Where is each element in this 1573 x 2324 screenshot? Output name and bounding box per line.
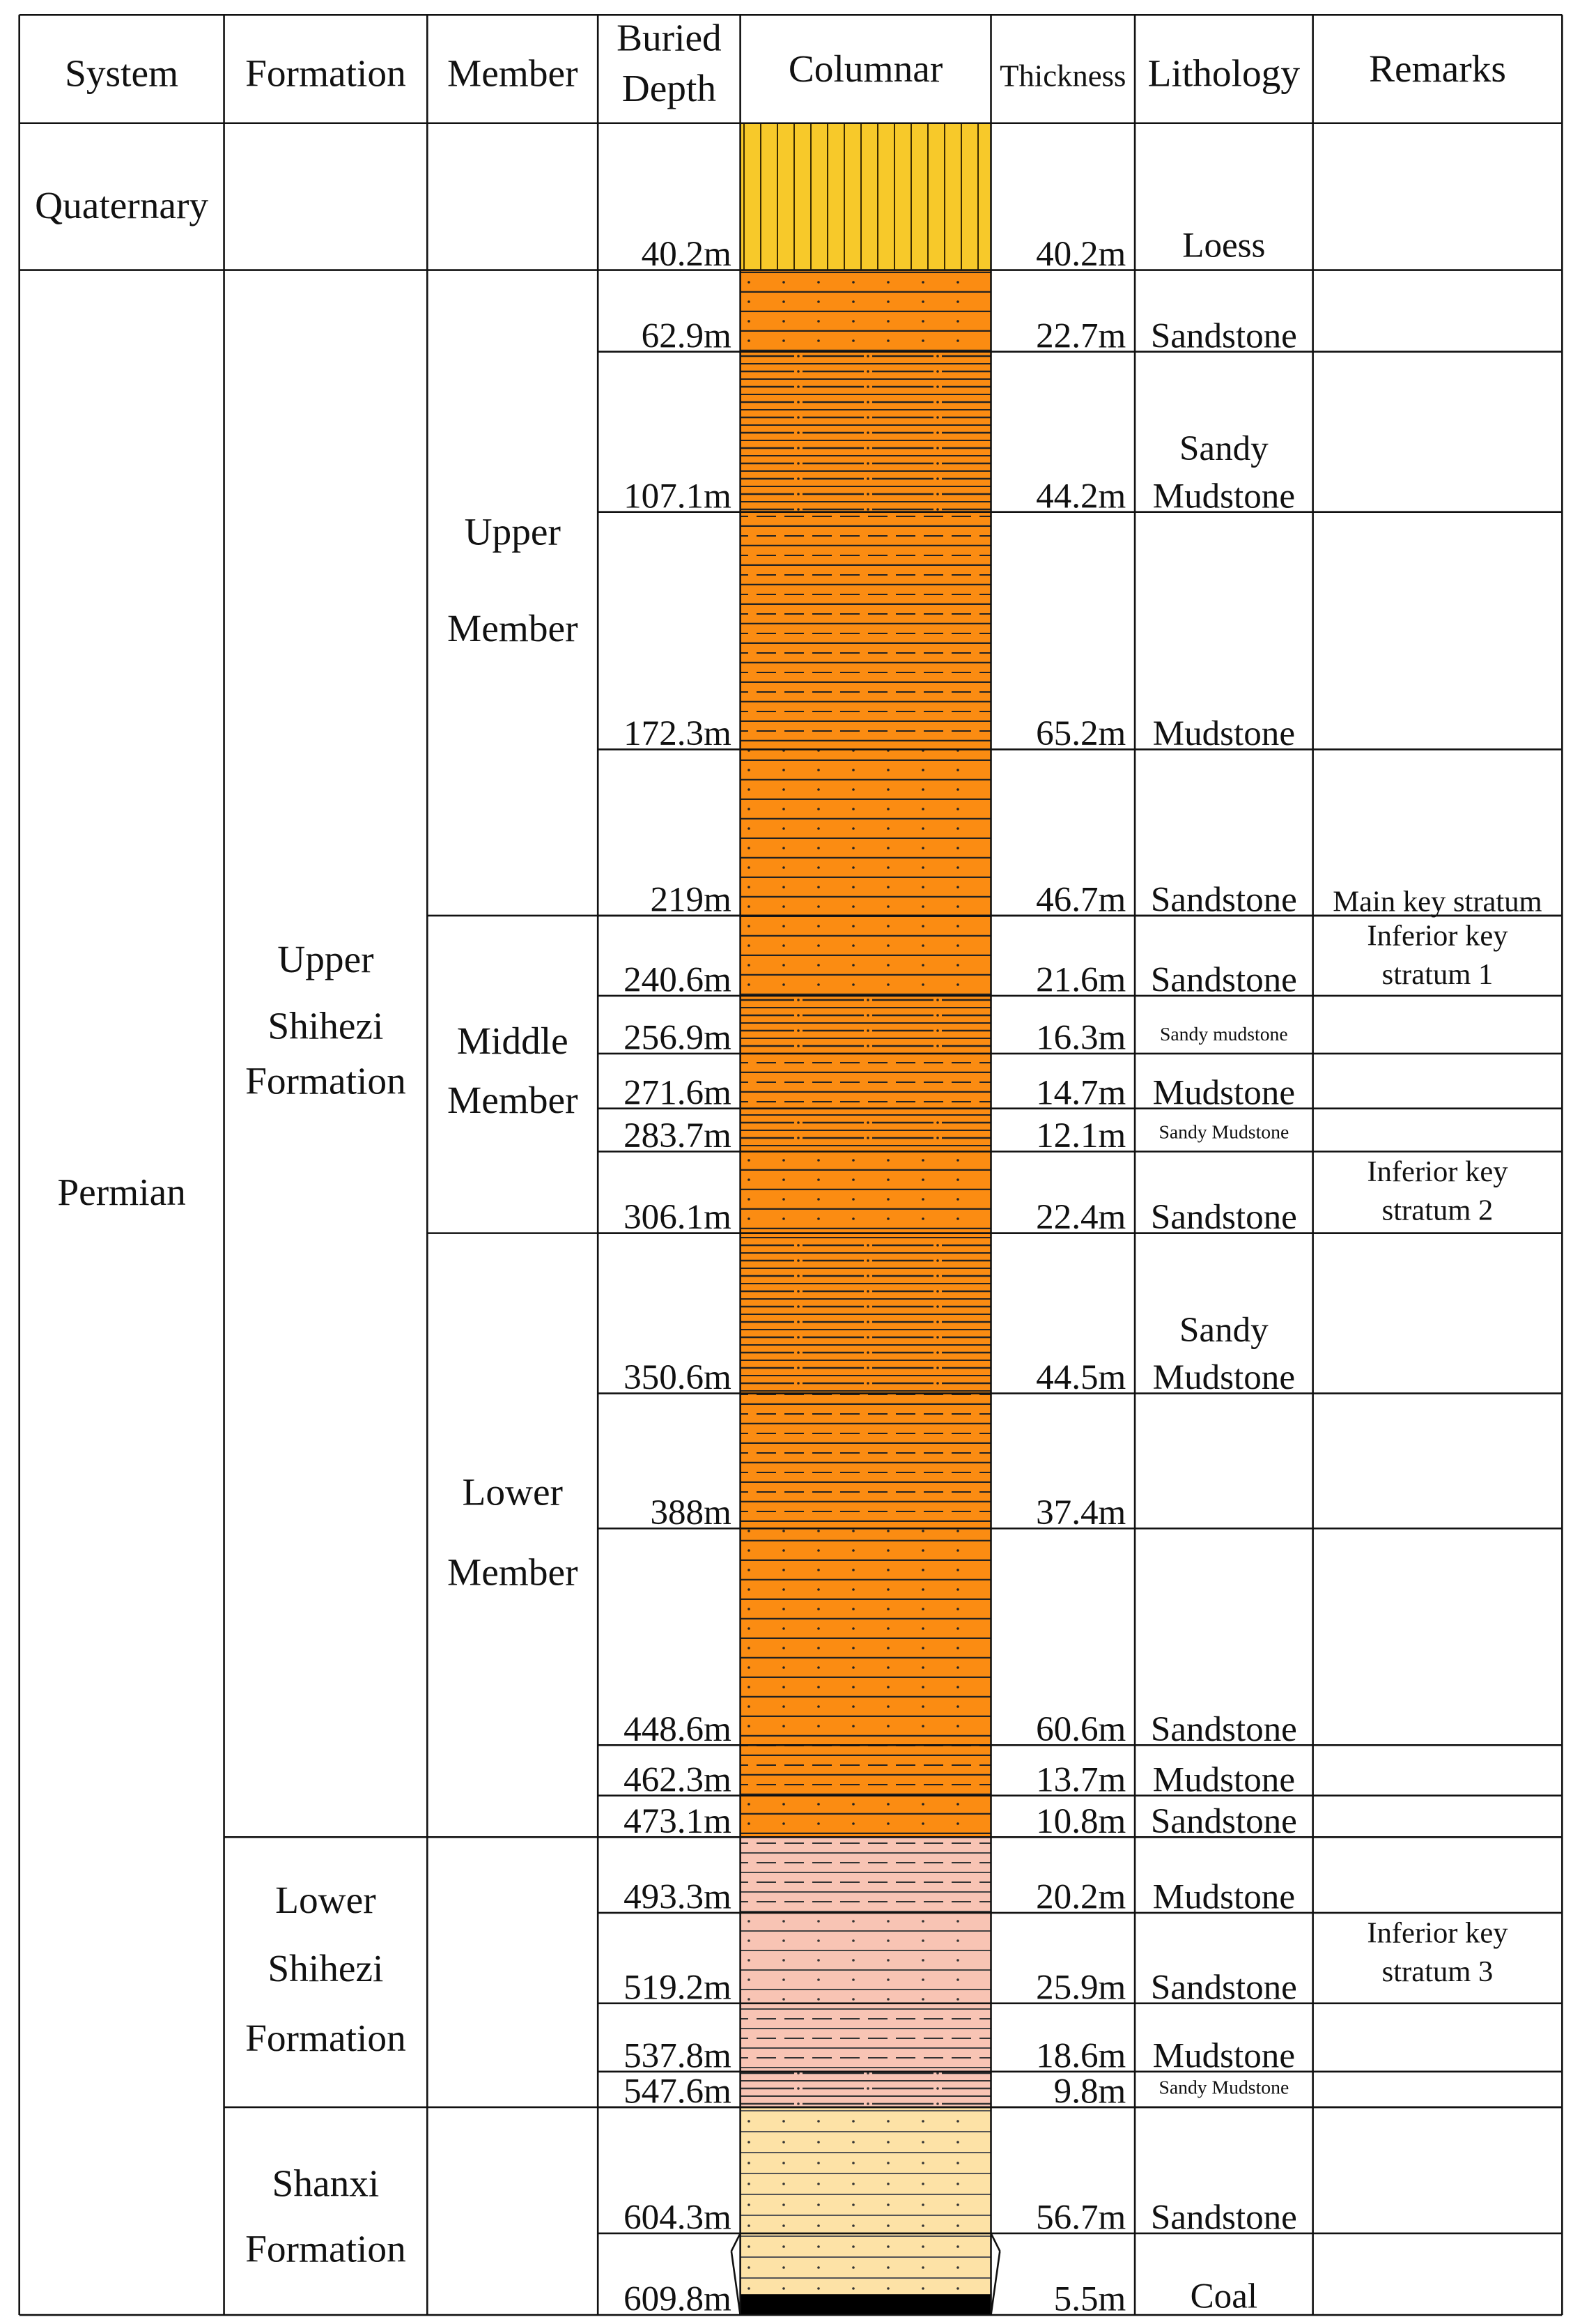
thickness-value: 56.7m bbox=[1036, 2197, 1126, 2238]
depth-value: 537.8m bbox=[623, 2036, 731, 2076]
lithology-label: Mudstone bbox=[1152, 714, 1296, 754]
lithology-label: Loess bbox=[1182, 225, 1266, 266]
thickness-value: 16.3m bbox=[1036, 1017, 1126, 1058]
depth-value: 493.3m bbox=[623, 1877, 731, 1917]
thickness-value: 46.7m bbox=[1036, 879, 1126, 920]
formation-label-2-0: Shanxi bbox=[272, 2162, 380, 2205]
formation-label-1-0: Lower bbox=[275, 1878, 376, 1921]
lithology-label: Coal bbox=[1190, 2276, 1258, 2316]
thickness-value: 10.8m bbox=[1036, 1801, 1126, 1841]
column-layer-3 bbox=[741, 352, 991, 512]
coal-taper-right bbox=[991, 2233, 1000, 2252]
thickness-value: 44.2m bbox=[1036, 476, 1126, 516]
header-buried-depth: Buried bbox=[617, 16, 722, 59]
formation-label-2-1: Formation bbox=[245, 2227, 406, 2270]
member-label-1-0: Middle bbox=[456, 1019, 568, 1062]
formation-label-0-2: Formation bbox=[245, 1059, 406, 1102]
header-system: System bbox=[65, 52, 179, 95]
thickness-value: 9.8m bbox=[1053, 2071, 1126, 2111]
thickness-value: 22.4m bbox=[1036, 1197, 1126, 1238]
depth-value: 462.3m bbox=[623, 1760, 731, 1800]
column-layer-14 bbox=[741, 1745, 991, 1795]
header-formation: Formation bbox=[245, 52, 406, 95]
depth-value: 519.2m bbox=[623, 1967, 731, 2008]
coal-taper-left-2 bbox=[731, 2251, 741, 2315]
thickness-value: 44.5m bbox=[1036, 1357, 1126, 1398]
column-layer-16 bbox=[741, 1837, 991, 1913]
depth-value: 240.6m bbox=[623, 960, 731, 1000]
lithology-label: Sandy Mudstone bbox=[1159, 1121, 1289, 1143]
depth-value: 172.3m bbox=[623, 714, 731, 754]
formation-label-0-0: Upper bbox=[277, 937, 374, 980]
lithology-label: Sandstone bbox=[1150, 1709, 1297, 1749]
lithology-label: Sandstone bbox=[1150, 1197, 1297, 1238]
depth-value: 388m bbox=[650, 1492, 731, 1532]
header-remarks: Remarks bbox=[1369, 47, 1506, 91]
column-layer-20 bbox=[741, 2107, 991, 2233]
header-member: Member bbox=[447, 52, 578, 95]
lithology-label: Sandstone bbox=[1150, 1801, 1297, 1841]
coal-seam bbox=[741, 2294, 991, 2315]
thickness-value: 12.1m bbox=[1036, 1116, 1126, 1156]
column-layer-18 bbox=[741, 2003, 991, 2072]
header-thickness: Thickness bbox=[1000, 58, 1126, 93]
remark-label: Inferior key stratum 3 bbox=[1367, 1916, 1508, 1988]
depth-value: 256.9m bbox=[623, 1017, 731, 1058]
formation-label-1-1: Shihezi bbox=[268, 1946, 384, 1990]
lithology-label: Sandy mudstone bbox=[1159, 1022, 1288, 1045]
thickness-value: 22.7m bbox=[1036, 316, 1126, 356]
member-label-2-1: Member bbox=[447, 1550, 578, 1594]
depth-value: 350.6m bbox=[623, 1357, 731, 1398]
depth-value: 283.7m bbox=[623, 1116, 731, 1156]
depth-value: 604.3m bbox=[623, 2197, 731, 2238]
depth-value: 107.1m bbox=[623, 476, 731, 516]
coal-taper-left bbox=[731, 2233, 741, 2252]
lithology-label: Sandstone bbox=[1150, 960, 1297, 1000]
column-layer-5 bbox=[741, 749, 991, 916]
lithology-label: Sandy Mudstone bbox=[1152, 1310, 1296, 1398]
formation-label-1-2: Formation bbox=[245, 2016, 406, 2059]
remark-label: Inferior key stratum 2 bbox=[1367, 1155, 1508, 1227]
lithology-label: Sandy Mudstone bbox=[1152, 429, 1296, 516]
depth-value: 271.6m bbox=[623, 1072, 731, 1113]
column-layer-1 bbox=[741, 123, 991, 270]
lithology-label: Sandstone bbox=[1150, 316, 1297, 356]
system-quaternary: Quaternary bbox=[35, 184, 209, 227]
member-label-0-0: Upper bbox=[464, 510, 561, 553]
thickness-value: 13.7m bbox=[1036, 1760, 1126, 1800]
thickness-value: 25.9m bbox=[1036, 1967, 1126, 2008]
column-layer-15 bbox=[741, 1796, 991, 1838]
thickness-value: 40.2m bbox=[1036, 234, 1126, 275]
member-label-0-1: Member bbox=[447, 606, 578, 649]
column-layer-9 bbox=[741, 1109, 991, 1152]
depth-value: 62.9m bbox=[641, 316, 731, 356]
depth-value: 219m bbox=[650, 879, 731, 920]
column-layer-10 bbox=[741, 1151, 991, 1233]
lithology-label: Sandstone bbox=[1150, 1967, 1297, 2008]
remark-label: Inferior key stratum 1 bbox=[1367, 919, 1508, 991]
header-lithology: Lithology bbox=[1147, 52, 1301, 95]
lithology-label: Sandy Mudstone bbox=[1159, 2076, 1289, 2098]
member-label-1-1: Member bbox=[447, 1079, 578, 1122]
column-layer-13 bbox=[741, 1528, 991, 1745]
lithology-label: Mudstone bbox=[1152, 1072, 1296, 1113]
thickness-value: 18.6m bbox=[1036, 2036, 1126, 2076]
formation-label-0-1: Shihezi bbox=[268, 1004, 384, 1047]
lithology-label: Mudstone bbox=[1152, 1877, 1296, 1917]
thickness-value: 60.6m bbox=[1036, 1709, 1126, 1749]
lithology-label: Sandstone bbox=[1150, 2197, 1297, 2238]
coal-taper-right-2 bbox=[991, 2251, 1000, 2315]
member-label-2-0: Lower bbox=[462, 1470, 563, 1514]
depth-value: 609.8m bbox=[623, 2279, 731, 2319]
header-columnar: Columnar bbox=[788, 47, 943, 91]
thickness-value: 21.6m bbox=[1036, 960, 1126, 1000]
depth-value: 306.1m bbox=[623, 1197, 731, 1238]
column-layer-17 bbox=[741, 1913, 991, 2003]
column-layer-12 bbox=[741, 1394, 991, 1529]
columnar-section bbox=[741, 123, 991, 2315]
thickness-value: 37.4m bbox=[1036, 1492, 1126, 1532]
remark-label: Main key stratum bbox=[1333, 885, 1542, 918]
header-buried-depth-2: Depth bbox=[621, 66, 717, 109]
system-permian: Permian bbox=[57, 1171, 186, 1214]
column-layer-4 bbox=[741, 512, 991, 750]
depth-value: 473.1m bbox=[623, 1801, 731, 1841]
column-layer-8 bbox=[741, 1054, 991, 1109]
column-layer-19 bbox=[741, 2072, 991, 2107]
depth-value: 40.2m bbox=[641, 234, 731, 275]
column-layer-11 bbox=[741, 1233, 991, 1394]
thickness-value: 5.5m bbox=[1053, 2279, 1126, 2319]
column-layer-7 bbox=[741, 996, 991, 1054]
depth-value: 547.6m bbox=[623, 2071, 731, 2111]
thickness-value: 14.7m bbox=[1036, 1072, 1126, 1113]
lithology-label: Mudstone bbox=[1152, 1760, 1296, 1800]
column-layer-2 bbox=[741, 270, 991, 352]
thickness-value: 20.2m bbox=[1036, 1877, 1126, 1917]
depth-value: 448.6m bbox=[623, 1709, 731, 1749]
lithology-label: Mudstone bbox=[1152, 2036, 1296, 2076]
thickness-value: 65.2m bbox=[1036, 714, 1126, 754]
column-layer-6 bbox=[741, 916, 991, 996]
lithology-label: Sandstone bbox=[1150, 879, 1297, 920]
